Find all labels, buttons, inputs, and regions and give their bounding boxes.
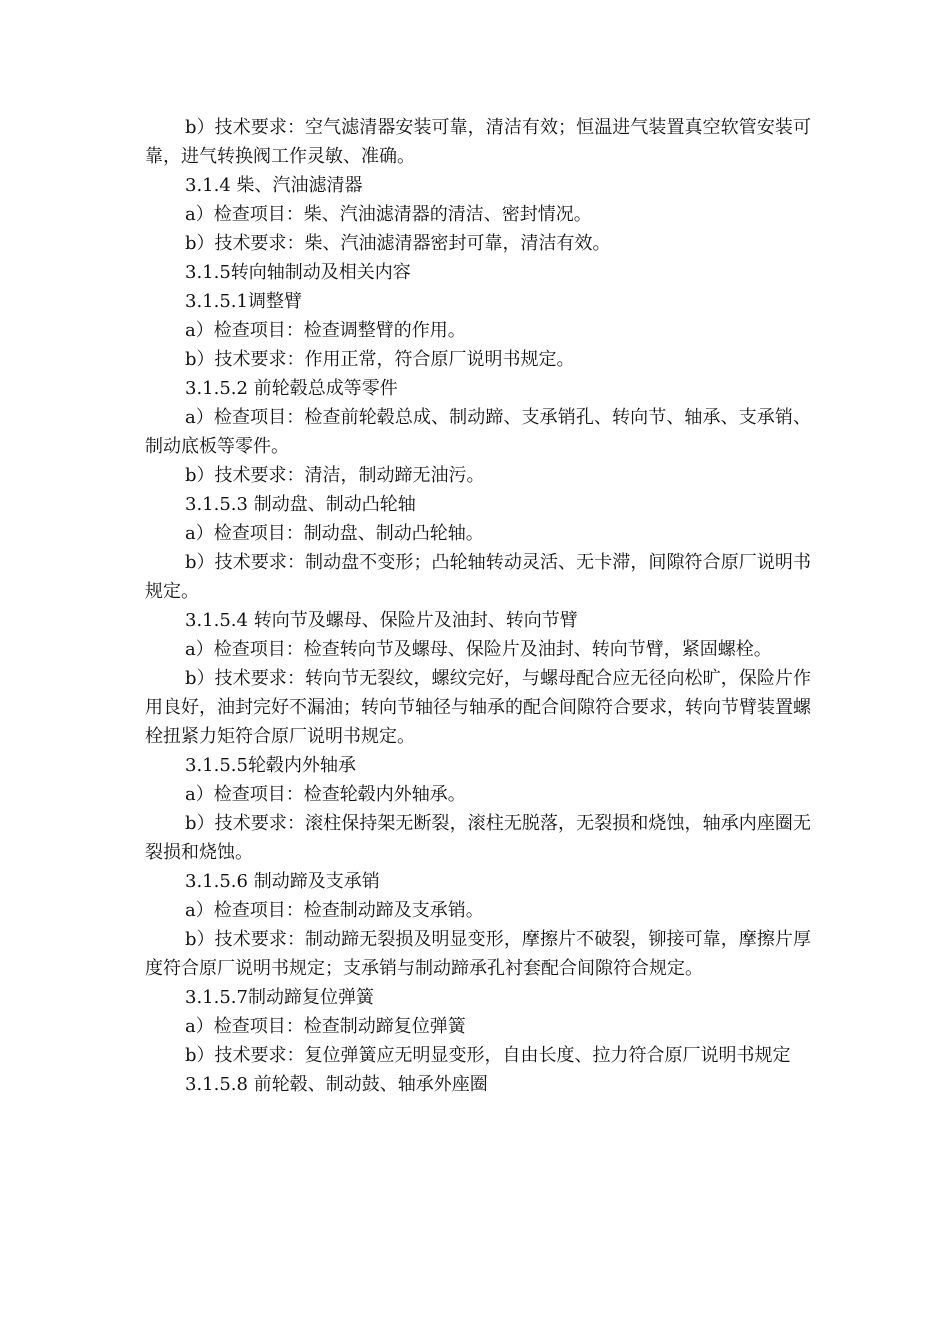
body-paragraph: b）技术要求：转向节无裂纹，螺纹完好，与螺母配合应无径向松旷，保险片作用良好，油封完好不漏油；转向节轴径与轴承的配合间隙符合要求，转向节臂装置螺栓扭紧力矩符合原厂说明书规定。 <box>145 668 811 747</box>
body-paragraph: a）检查项目：检查轮毂内外轴承。 <box>185 784 466 805</box>
body-paragraph: a）检查项目：检查调整臂的作用。 <box>185 320 466 341</box>
document-page <box>145 113 811 1099</box>
section-heading: 3.1.5.5轮毂内外轴承 <box>185 755 356 776</box>
body-paragraph: b）技术要求：作用正常，符合原厂说明书规定。 <box>185 349 575 370</box>
body-paragraph: a）检查项目：检查制动蹄复位弹簧 <box>185 1016 466 1037</box>
body-paragraph: a）检查项目：检查前轮毂总成、制动蹄、支承销孔、转向节、轴承、支承销、制动底板等零件。 <box>145 407 811 457</box>
body-paragraph: b）技术要求：空气滤清器安装可靠，清洁有效；恒温进气装置真空软管安装可靠，进气转换阀工作灵敏、准确。 <box>145 117 811 167</box>
section-heading: 3.1.4 柴、汽油滤清器 <box>185 175 363 196</box>
section-heading: 3.1.5.8 前轮毂、制动鼓、轴承外座圈 <box>185 1074 488 1095</box>
body-paragraph: b）技术要求：复位弹簧应无明显变形，自由长度、拉力符合原厂说明书规定 <box>185 1045 791 1066</box>
body-paragraph: b）技术要求：制动蹄无裂损及明显变形，摩擦片不破裂，铆接可靠，摩擦片厚度符合原厂说明书规定；支承销与制动蹄承孔衬套配合间隙符合规定。 <box>145 929 811 979</box>
body-paragraph: b）技术要求：滚柱保持架无断裂，滚柱无脱落，无裂损和烧蚀，轴承内座圈无裂损和烧蚀。 <box>145 813 811 863</box>
section-heading: 3.1.5转向轴制动及相关内容 <box>185 262 411 283</box>
body-paragraph: a）检查项目：制动盘、制动凸轮轴。 <box>185 523 484 544</box>
section-heading: 3.1.5.4 转向节及螺母、保险片及油封、转向节臂 <box>185 610 578 631</box>
body-paragraph: b）技术要求：柴、汽油滤清器密封可靠，清洁有效。 <box>185 233 611 254</box>
body-paragraph: a）检查项目：检查制动蹄及支承销。 <box>185 900 484 921</box>
section-heading: 3.1.5.1调整臂 <box>185 291 302 312</box>
body-paragraph: a）检查项目：柴、汽油滤清器的清洁、密封情况。 <box>185 204 592 225</box>
section-heading: 3.1.5.2 前轮毂总成等零件 <box>185 378 398 399</box>
section-heading: 3.1.5.3 制动盘、制动凸轮轴 <box>185 494 416 515</box>
body-paragraph: a）检查项目：检查转向节及螺母、保险片及油封、转向节臂，紧固螺栓。 <box>185 639 772 660</box>
body-paragraph: b）技术要求：制动盘不变形；凸轮轴转动灵活、无卡滞，间隙符合原厂说明书规定。 <box>145 552 811 602</box>
body-paragraph: b）技术要求：清洁，制动蹄无油污。 <box>185 465 485 486</box>
section-heading: 3.1.5.6 制动蹄及支承销 <box>185 871 380 892</box>
section-heading: 3.1.5.7制动蹄复位弹簧 <box>185 987 374 1008</box>
